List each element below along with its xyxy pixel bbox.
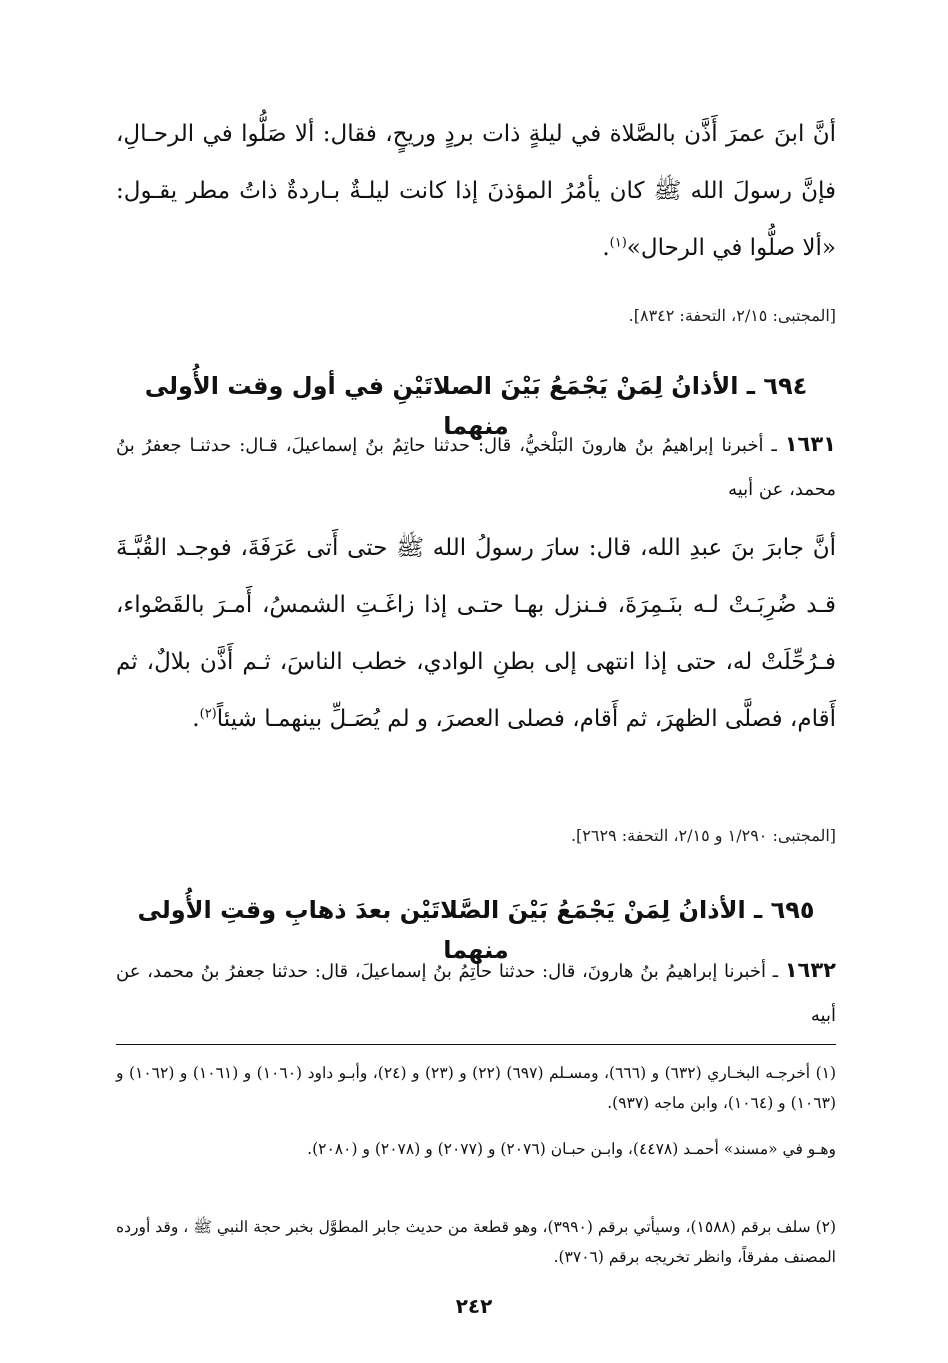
hadith-text: أنَّ ابنَ عمرَ أَذَّن بالصَّلاة في ليلةٍ ذات بردٍ وريحٍ، فقال: ألا صَلُّوا في الرحـالِ، فإنَّ رسولَ الله ﷺ كان يأمُرُ المؤذنَ إذا كانت ليلـةٌ بـاردةٌ ذاتُ مطر يقـول: «ألا صلُّوا في الرحال»	[116, 121, 836, 261]
hadith-1631-matn	[116, 520, 836, 748]
page-number: ٢٤٢	[455, 1294, 493, 1318]
hadith-number-1632: ١٦٣٢	[784, 958, 836, 982]
isnad-text: ـ أخبرنا إبراهيمُ بنُ هارونَ البَلْخيُّ، قال: حدثنا حاتِمُ بنُ إسماعيلَ، قـال: حدثنـا جعفرُ بنُ محمد، عن أبيه	[116, 435, 836, 500]
footnote-ref-1: (١)	[609, 235, 627, 251]
isnad-text: ـ أخبرنا إبراهيمُ بنُ هارونَ، قال: حدثنا حاتِمُ بنُ إسماعيلَ، قال: حدثنا جعفرُ بنُ محمد، عن أبيه	[116, 961, 836, 1026]
source-reference-1: [المجتبى: ٢/١٥، التحفة: ٨٣٤٢].	[628, 306, 836, 325]
footnote-2: (٢) سلف برقم (١٥٨٨)، وسيأتي برقم (٣٩٩٠)، وهو قطعة من حديث جابر المطوَّل بخبر حجة النبي ﷺ ، وقد أورده المصنف مفرقاً، وانظر تخريجه برقم (٣٧٠٦).	[116, 1218, 837, 1266]
hadith-text-paragraph	[116, 106, 836, 277]
chapter-heading-695: ٦٩٥ ـ الأذانُ لِمَنْ يَجْمَعُ بَيْنَ الصَّلاتَيْن بعدَ ذهابِ وقتِ الأُولى منهما	[137, 896, 815, 964]
hadith-1631-isnad	[116, 422, 836, 512]
footnote-divider	[116, 1044, 836, 1045]
source-reference-2: [المجتبى: ١/٢٩٠ و ٢/١٥، التحفة: ٢٦٢٩].	[570, 826, 836, 845]
chapter-heading-694: ٦٩٤ ـ الأذانُ لِمَنْ يَجْمَعُ بَيْنَ الصلاتَيْنِ في أول وقت الأُولى منهما	[144, 372, 808, 440]
footnote-ref-2: (٢)	[199, 706, 217, 722]
matn-text: أنَّ جابرَ بنَ عبدِ الله، قال: سارَ رسولُ الله ﷺ حتى أَتى عَرَفَةَ، فوجـد القُبَّـةَ قـد ضُرِبَـتْ لـه بنَـمِرَةَ، فـنزل بهـا حتـى إذا زاغَـتِ الشمسُ، أَمـرَ بالقَصْواء، فـرُحِّلَتْ له، حتى إذا انتهى إلى بطنِ الوادي، خطب الناسَ، ثـم أَذَّن بلالٌ، ثم أَقام، فصلَّى الظهرَ، ثم أَقام، فصلى العصرَ، و لم يُصَـلِّ بينهمـا شيئاً	[116, 535, 836, 732]
sentence-end: .	[192, 706, 200, 732]
footnote-1b: وهـو في «مسند» أحمـد (٤٤٧٨)، وابـن حبـان (٢٠٧٦) و (٢٠٧٧) و (٢٠٧٨) و (٢٠٨٠).	[307, 1140, 836, 1158]
footnote-1a: (١) أخرجـه البخـاري (٦٣٢) و (٦٦٦)، ومسـلم (٦٩٧) (٢٢) و (٢٣) و (٢٤)، وأبـو داود (١٠٦٠) و (١٠٦١) و (١٠٦٢) و (١٠٦٣) و (١٠٦٤)، وابن ماجه (٩٣٧).	[116, 1064, 837, 1112]
hadith-1632-isnad	[116, 948, 836, 1038]
hadith-number-1631: ١٦٣١	[784, 432, 836, 456]
sentence-end: .	[602, 235, 610, 261]
